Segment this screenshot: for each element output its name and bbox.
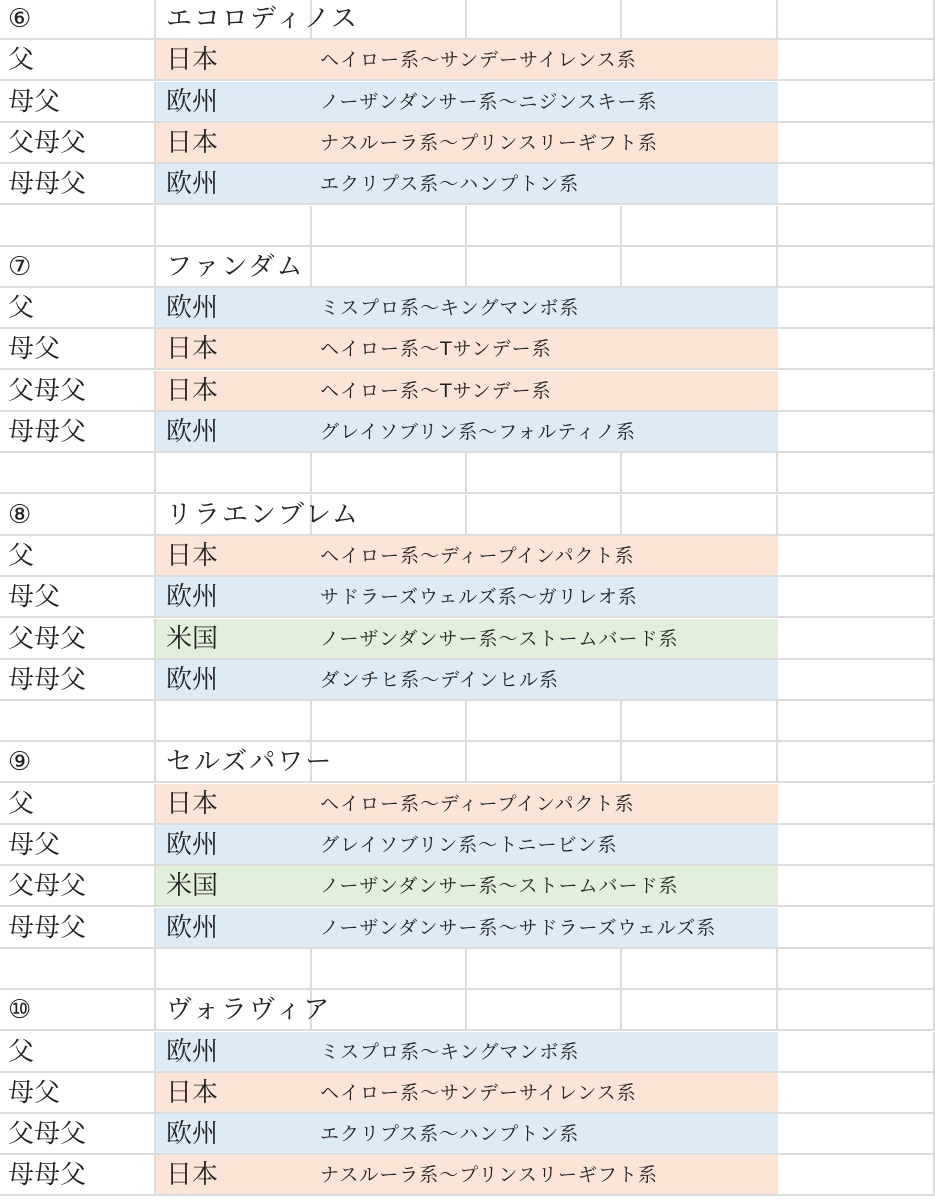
relation-label: 父 xyxy=(8,1036,35,1067)
region-label: 欧州 xyxy=(166,86,219,117)
horse-name: リラエンブレム xyxy=(166,499,360,530)
relation-label: 父母父 xyxy=(8,623,87,654)
cell[interactable] xyxy=(778,866,935,907)
horse-number: ⑨ xyxy=(8,747,32,778)
horse-name: セルズパワー xyxy=(166,747,334,778)
region-label: 日本 xyxy=(166,45,219,76)
blank-row xyxy=(0,949,935,990)
region-label: 欧州 xyxy=(166,830,219,860)
horse-number: ⑦ xyxy=(8,251,32,282)
region-label: 日本 xyxy=(166,540,219,571)
horse-name: ファンダム xyxy=(166,251,305,282)
cell[interactable] xyxy=(778,619,935,660)
cell[interactable] xyxy=(778,1032,935,1073)
horse-number: ⑩ xyxy=(8,995,32,1026)
pedigree-row xyxy=(0,1114,935,1155)
horse-header-row xyxy=(0,247,935,288)
pedigree-row xyxy=(0,412,935,453)
cell[interactable] xyxy=(778,412,935,453)
lineage-text: ノーザンダンサー系〜ストームバード系 xyxy=(320,875,679,898)
horse-header-row xyxy=(0,0,935,40)
cell[interactable] xyxy=(778,371,935,412)
horse-number: ⑥ xyxy=(8,4,32,34)
pedigree-row xyxy=(0,619,935,660)
cell[interactable] xyxy=(312,742,467,783)
lineage-text: ナスルーラ系〜プリンスリーギフト系 xyxy=(320,1164,658,1187)
cell[interactable] xyxy=(778,1073,935,1114)
pedigree-row xyxy=(0,329,935,370)
relation-label: 父 xyxy=(8,293,35,324)
lineage-text: ヘイロー系〜サンデーサイレンス系 xyxy=(320,1081,637,1104)
cell[interactable] xyxy=(467,206,622,247)
lineage-text: ヘイロー系〜Tサンデー系 xyxy=(320,338,552,361)
cell[interactable] xyxy=(0,949,156,990)
pedigree-row xyxy=(0,1155,935,1196)
cell[interactable] xyxy=(778,577,935,618)
cell[interactable] xyxy=(0,206,156,247)
relation-label: 父母父 xyxy=(8,1119,87,1150)
lineage-text: ノーザンダンサー系〜ニジンスキー系 xyxy=(320,90,658,113)
lineage-text: ヘイロー系〜ディープインパクト系 xyxy=(320,544,635,567)
cell[interactable] xyxy=(778,825,935,866)
region-label: 米国 xyxy=(166,871,219,902)
cell[interactable] xyxy=(622,0,778,40)
horse-name: エコロディノス xyxy=(166,4,359,34)
cell[interactable] xyxy=(778,536,935,577)
cell[interactable] xyxy=(467,742,622,783)
blank-row xyxy=(0,453,935,494)
cell[interactable] xyxy=(156,949,312,990)
relation-label: 母父 xyxy=(8,1077,61,1108)
region-label: 欧州 xyxy=(166,1036,219,1067)
horse-header-row xyxy=(0,495,935,536)
cell[interactable] xyxy=(778,495,935,536)
pedigree-row xyxy=(0,825,935,866)
pedigree-row xyxy=(0,784,935,825)
cell[interactable] xyxy=(622,990,778,1031)
region-label: 米国 xyxy=(166,623,219,654)
lineage-text: ヘイロー系〜ディープインパクト系 xyxy=(320,792,635,815)
region-label: 日本 xyxy=(166,334,219,365)
cell[interactable] xyxy=(312,206,467,247)
horse-header-row xyxy=(0,990,935,1031)
cell[interactable] xyxy=(778,1155,935,1196)
pedigree-row xyxy=(0,123,935,164)
relation-label: 母父 xyxy=(8,334,61,365)
relation-label: 父母父 xyxy=(8,127,87,158)
cell[interactable] xyxy=(467,990,622,1031)
lineage-text: ナスルーラ系〜プリンスリーギフト系 xyxy=(320,131,658,154)
cell[interactable] xyxy=(778,164,935,205)
cell[interactable] xyxy=(778,123,935,164)
relation-label: 母母父 xyxy=(8,1160,87,1191)
cell[interactable] xyxy=(312,247,467,288)
cell[interactable] xyxy=(312,990,467,1031)
cell[interactable] xyxy=(467,0,622,40)
pedigree-row xyxy=(0,164,935,205)
cell[interactable] xyxy=(156,453,312,494)
pedigree-row xyxy=(0,1073,935,1114)
lineage-text: グレイソブリン系〜フォルティノ系 xyxy=(320,421,636,443)
pedigree-row xyxy=(0,536,935,577)
relation-label: 父母父 xyxy=(8,375,87,406)
pedigree-row xyxy=(0,1032,935,1073)
relation-label: 父 xyxy=(8,45,35,76)
cell[interactable] xyxy=(778,288,935,329)
relation-label: 母父 xyxy=(8,582,61,613)
relation-label: 母母父 xyxy=(8,417,87,447)
cell[interactable] xyxy=(778,784,935,825)
pedigree-row xyxy=(0,288,935,329)
relation-label: 父 xyxy=(8,788,35,819)
cell[interactable] xyxy=(778,990,935,1031)
cell[interactable] xyxy=(467,247,622,288)
cell[interactable] xyxy=(467,495,622,536)
lineage-text: グレイソブリン系〜トニービン系 xyxy=(320,834,618,856)
region-label: 日本 xyxy=(166,1160,219,1191)
cell[interactable] xyxy=(778,1114,935,1155)
cell[interactable] xyxy=(778,949,935,990)
pedigree-row xyxy=(0,866,935,907)
region-label: 日本 xyxy=(166,1077,219,1108)
pedigree-row xyxy=(0,908,935,949)
cell[interactable] xyxy=(622,495,778,536)
blank-row xyxy=(0,206,935,247)
region-label: 欧州 xyxy=(166,664,219,695)
cell[interactable] xyxy=(467,453,622,494)
cell[interactable] xyxy=(312,701,467,742)
pedigree-row xyxy=(0,82,935,123)
horse-header-row xyxy=(0,742,935,783)
cell[interactable] xyxy=(622,247,778,288)
cell[interactable] xyxy=(156,701,312,742)
cell[interactable] xyxy=(778,247,935,288)
horse-name: ヴォラヴィア xyxy=(166,995,332,1026)
cell[interactable] xyxy=(622,949,778,990)
region-label: 欧州 xyxy=(166,169,219,200)
lineage-text: エクリプス系〜ハンプトン系 xyxy=(320,1123,580,1146)
cell[interactable] xyxy=(156,206,312,247)
relation-label: 母母父 xyxy=(8,664,87,695)
cell[interactable] xyxy=(622,701,778,742)
cell[interactable] xyxy=(778,908,935,949)
region-label: 欧州 xyxy=(166,1119,219,1150)
cell[interactable] xyxy=(0,701,156,742)
relation-label: 母母父 xyxy=(8,169,87,200)
cell[interactable] xyxy=(778,206,935,247)
cell[interactable] xyxy=(467,701,622,742)
cell[interactable] xyxy=(778,660,935,701)
cell[interactable] xyxy=(778,329,935,370)
region-label: 欧州 xyxy=(166,293,219,324)
region-label: 欧州 xyxy=(166,912,219,943)
cell[interactable] xyxy=(467,949,622,990)
region-label: 日本 xyxy=(166,788,219,819)
region-label: 欧州 xyxy=(166,582,219,613)
lineage-text: ノーザンダンサー系〜ストームバード系 xyxy=(320,627,679,650)
lineage-text: ノーザンダンサー系〜サドラーズウェルズ系 xyxy=(320,916,717,939)
pedigree-row xyxy=(0,40,935,81)
lineage-text: ミスプロ系〜キングマンボ系 xyxy=(320,1040,580,1063)
lineage-text: エクリプス系〜ハンプトン系 xyxy=(320,173,580,196)
lineage-text: ヘイロー系〜サンデーサイレンス系 xyxy=(320,49,637,72)
relation-label: 父 xyxy=(8,540,35,571)
cell[interactable] xyxy=(622,206,778,247)
relation-label: 母母父 xyxy=(8,912,87,943)
relation-label: 母父 xyxy=(8,86,61,117)
lineage-text: サドラーズウェルズ系〜ガリレオ系 xyxy=(320,586,638,609)
cell[interactable] xyxy=(312,949,467,990)
region-label: 日本 xyxy=(166,127,219,158)
cell[interactable] xyxy=(778,82,935,123)
pedigree-row xyxy=(0,577,935,618)
relation-label: 母父 xyxy=(8,830,61,860)
cell[interactable] xyxy=(312,453,467,494)
lineage-text: ヘイロー系〜Tサンデー系 xyxy=(320,379,552,402)
cell[interactable] xyxy=(0,453,156,494)
lineage-text: ミスプロ系〜キングマンボ系 xyxy=(320,297,580,320)
horse-number: ⑧ xyxy=(8,499,32,530)
cell[interactable] xyxy=(778,453,935,494)
cell[interactable] xyxy=(622,453,778,494)
region-label: 日本 xyxy=(166,375,219,406)
region-label: 欧州 xyxy=(166,417,219,447)
cell[interactable] xyxy=(778,40,935,81)
blank-row xyxy=(0,701,935,742)
lineage-text: ダンチヒ系〜デインヒル系 xyxy=(320,668,559,691)
pedigree-row xyxy=(0,660,935,701)
cell[interactable] xyxy=(778,701,935,742)
cell[interactable] xyxy=(778,0,935,40)
relation-label: 父母父 xyxy=(8,871,87,902)
pedigree-row xyxy=(0,371,935,412)
cell[interactable] xyxy=(622,742,778,783)
cell[interactable] xyxy=(778,742,935,783)
